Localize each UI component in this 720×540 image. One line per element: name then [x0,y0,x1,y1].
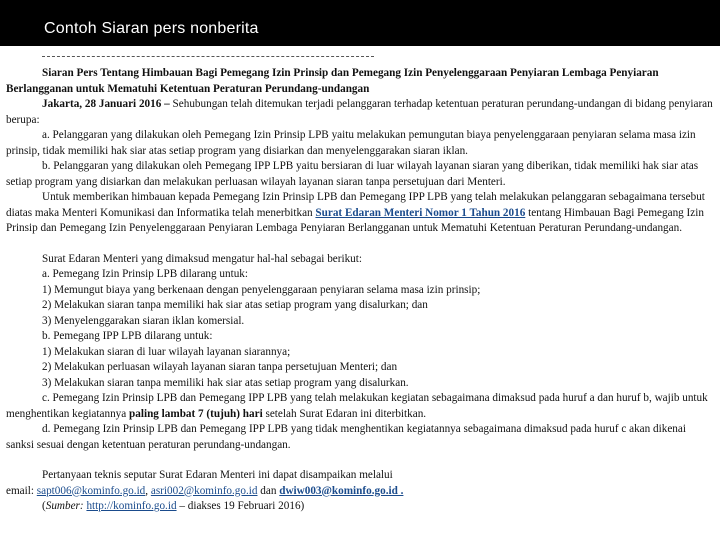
list-item: 2) Melakukan perluasan wilayah layanan siaran tanpa persetujuan Menteri; dan [42,361,398,373]
press-release-body [6,66,714,515]
email-link-3[interactable]: dwiw003@kominfo.go.id . [279,484,404,497]
rule-c-tail: setelah Surat Edaran ini diterbitkan. [262,407,427,420]
source-link[interactable]: http://kominfo.go.id [86,500,177,512]
violation-item-b: b. Pelanggaran yang dilakukan oleh Pemegang IPP LPB yaitu bersiaran di luar wilayah layanan siaran yang diberikan, tidak memiliki hak siar atas setiap program yang disiarkan dan melakukan perluasan wilayah layanan siaran tanpa persetujuan dari Menteri. [6,160,699,188]
paragraph-gap [6,237,714,252]
rule-c-text: c. Pemegang Izin Prinsip LPB dan Pemegang IPP LPB yang telah melakukan kegiatan sebagaimana dimaksud pada huruf a dan huruf b, wajib untuk menghentikan kegiatannya [6,392,708,420]
list-intro: Surat Edaran Menteri yang dimaksud mengatur hal-hal sebagai berikut: [42,252,362,265]
circular-paragraph [6,190,714,237]
source-open: ( [42,500,46,512]
list-item: 3) Melakukan siaran tanpa memiliki hak siar atas setiap program yang disalurkan. [42,376,409,389]
contact-text: Pertanyaan teknis seputar Surat Edaran Menteri ini dapat disampaikan melalui [42,469,393,481]
paragraph-gap [6,453,714,468]
source-tail: – diakses 19 Februari 2016) [176,500,305,512]
circular-link[interactable]: Surat Edaran Menteri Nomor 1 Tahun 2016 [315,206,526,219]
list-item: 1) Memungut biaya yang berkenaan dengan penyelenggaraan penyiaran selama masa izin prinsip; [42,283,481,296]
rule-item-c [6,391,714,422]
email-prefix: email: [6,484,37,497]
dashed-divider [42,56,374,57]
source-line [6,499,714,515]
circular-text-2: tentang Himbauan Bagi Pemegang Izin Prinsip dan Pemegang Izin Penyelenggaraan Penyiaran Lembaga Penyiaran Berlangganan untuk Mematuhi Ketentuan Peraturan Perundang-undangan. [6,206,704,234]
list-item: 3) Menyelenggarakan siaran iklan komersial. [42,314,245,327]
list-item: b. Pemegang IPP LPB dilarang untuk: [42,330,213,342]
email-link-1[interactable]: sapt006@kominfo.go.id [36,484,146,497]
list-item: 1) Melakukan siaran di luar wilayah layanan siarannya; [42,345,291,358]
list-item: a. Pemegang Izin Prinsip LPB dilarang untuk: [42,268,249,280]
lead-paragraph [6,97,714,128]
lead-text: Sehubungan telah ditemukan terjadi pelanggaran terhadap ketentuan peraturan perundang-undangan di bidang penyiaran berupa: [6,98,713,126]
email-separator: , [145,484,151,497]
deadline-text: paling lambat 7 (tujuh) hari [129,407,263,420]
email-link-2[interactable]: asri002@kominfo.go.id [150,484,258,497]
dateline: Jakarta, 28 Januari 2016 – [42,98,170,110]
list-item: 2) Melakukan siaran tanpa memiliki hak siar atas setiap program yang disalurkan; dan [42,299,428,311]
contact-emails [6,484,714,500]
email-and: dan [257,484,280,497]
circular-text-1: Untuk memberikan himbauan kepada Pemegang Izin Prinsip LPB dan Pemegang IPP LPB yang telah melakukan pelanggaran sebagaimana tersebut diatas maka Menteri Komunikasi dan Informatika telah menerbitkan [6,191,705,219]
violation-item-a: a. Pelanggaran yang dilakukan oleh Pemegang Izin Prinsip LPB yaitu melakukan pemungutan biaya penyelenggaraan penyiaran selama masa izin prinsip, tidak memiliki hak siar atas setiap program yang disiarkan dan menyelenggarakan siaran iklan. [6,129,696,157]
slide-title: Contoh Siaran pers nonberita [44,20,259,37]
rule-item-d: d. Pemegang Izin Prinsip LPB dan Pemegang IPP LPB yang tidak menghentikan kegiatannya sebagaimana dimaksud pada huruf c akan dikenai sanksi sesuai dengan ketentuan peraturan perundang-undangan. [6,423,686,451]
release-heading: Siaran Pers Tentang Himbauan Bagi Pemegang Izin Prinsip dan Pemegang Izin Penyelenggaraan Penyiaran Lembaga Penyiaran Berlangganan untuk Mematuhi Ketentuan Peraturan Perundang-undangan [6,67,659,95]
slide-header [0,0,720,46]
source-label: Sumber: [45,500,84,512]
